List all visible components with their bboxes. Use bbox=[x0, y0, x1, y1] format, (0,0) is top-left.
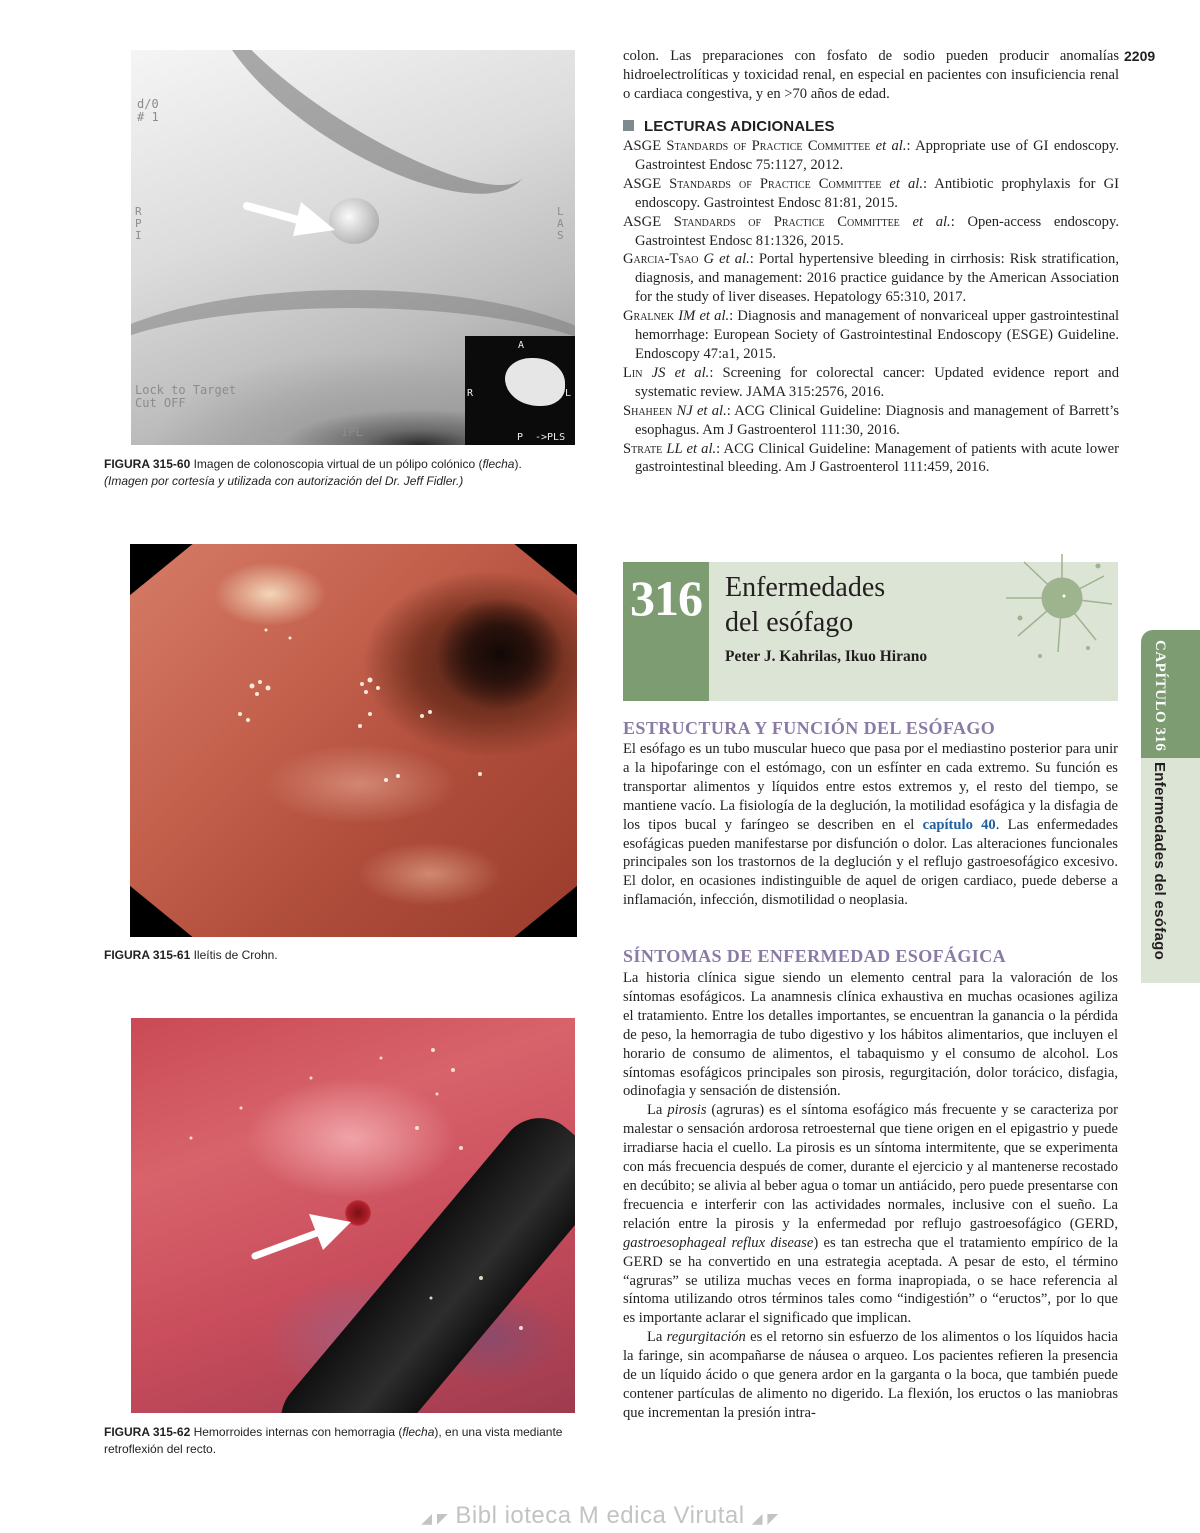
hemorrhoids-image bbox=[131, 1018, 575, 1413]
inset-label: R bbox=[467, 388, 474, 399]
reference-item bbox=[623, 137, 1119, 175]
section-body bbox=[623, 969, 1118, 1423]
reference-item bbox=[623, 364, 1119, 402]
watermark-text: Bibl ioteca M edica Virutal bbox=[455, 1502, 745, 1529]
caption-text: ), en una vista mediante retroflexión del recto. bbox=[104, 1425, 563, 1456]
reference-author: Garcia-Tsao bbox=[623, 251, 699, 268]
term-emphasis: gastroesophageal reflux disease bbox=[623, 1234, 814, 1251]
crohn-ileitis-image bbox=[130, 544, 577, 937]
ct-slice-shape bbox=[505, 358, 565, 406]
reference-etal: et al. bbox=[899, 213, 951, 230]
ct-inset bbox=[465, 336, 575, 445]
caption-text: ). bbox=[514, 457, 522, 471]
inset-label: A bbox=[518, 340, 525, 351]
mucosa-highlights bbox=[130, 544, 577, 937]
paragraph-text: . Las enfermedades esofágicas pueden manifestarse por disfunción o dolor. Las alteraciones funcionales principales son los trastornos de la deglución y el reflujo gastroesofágico excesivo. El dolor, en ocasiones indistinguible de aquel de origen cardiaco, puede deberse a inflamación, infección, dismotilidad o neoplasia. bbox=[623, 816, 1118, 909]
paragraph-text: ) es tan estrecha que el tratamiento empírico de la GERD se ha convertido en una estrategia aceptada. A pesar de esto, el término “agruras” se utiliza muchas veces en forma inapropiada, o se hace referencia al síntoma utilizando otros términos tales como “indigestión” o “eructos”, por lo que es importante aclarar el significado que implican. bbox=[623, 1234, 1119, 1327]
square-bullet-icon bbox=[623, 120, 634, 131]
caption-text: Hemorroides internas con hemorragia ( bbox=[193, 1425, 403, 1439]
reference-list bbox=[623, 137, 1119, 477]
reference-author: ASGE Standards of Practice Committee bbox=[623, 175, 882, 192]
reference-item bbox=[623, 250, 1119, 307]
ornament-icon: ◢ ◤ bbox=[421, 1510, 449, 1526]
reference-text: : Diagnosis and management of nonvariceal upper gastrointestinal hemorrhage: European Society of Gastrointestinal Endoscopy (ESGE) Guideline. Endoscopy 47:a1, 2015. bbox=[635, 308, 1120, 362]
chapter-link[interactable]: capítulo 40 bbox=[922, 816, 996, 833]
section-paragraph bbox=[623, 740, 1118, 910]
reference-author: ASGE Standards of Practice Committee bbox=[623, 138, 871, 154]
paragraph bbox=[623, 1101, 1118, 1328]
reference-etal: et al. bbox=[870, 138, 907, 154]
chapter-title-line: Enfermedades bbox=[725, 572, 886, 603]
figure-number: FIGURA 315-61 bbox=[104, 948, 191, 962]
caption-emphasis: flecha bbox=[482, 457, 515, 471]
intro-paragraph: colon. Las preparaciones con fosfato de sodio pueden producir anomalías hidroelectrolíticas y toxicidad renal, en especial en pacientes con insuficiencia renal o cardiaca congestiva, y en >70 años de edad. bbox=[623, 48, 1119, 102]
reference-text: : Appropriate use of GI endoscopy. Gastrointest Endosc 75:1127, 2012. bbox=[635, 138, 1119, 173]
term-emphasis: pirosis bbox=[667, 1102, 707, 1119]
readings-heading-label: LECTURAS ADICIONALES bbox=[644, 118, 835, 135]
inset-label: L bbox=[565, 388, 572, 399]
reference-author: Shaheen bbox=[623, 402, 673, 419]
readings-heading bbox=[623, 118, 835, 135]
chapter-tab-label: CAPÍTULO 316 bbox=[1152, 640, 1168, 752]
paragraph-text: La bbox=[647, 1102, 668, 1119]
term-emphasis: regurgitación bbox=[666, 1329, 746, 1346]
virtual-colonoscopy-image bbox=[131, 50, 575, 445]
reference-author: ASGE Standards of Practice Committee bbox=[623, 213, 900, 230]
overlay-label: LAS bbox=[557, 205, 564, 242]
section-heading: ESTRUCTURA Y FUNCIÓN DEL ESÓFAGO bbox=[623, 718, 996, 738]
page-number: 2209 bbox=[1124, 48, 1156, 64]
caption-text: Ileítis de Crohn. bbox=[193, 948, 278, 962]
overlay-label: d/0 # 1 bbox=[137, 97, 159, 124]
reference-item bbox=[623, 440, 1119, 478]
reference-item bbox=[623, 307, 1119, 364]
caption-text: Imagen de colonoscopia virtual de un pólipo colónico ( bbox=[193, 457, 483, 471]
reference-etal: et al. bbox=[881, 175, 923, 192]
reference-etal: IM et al. bbox=[674, 308, 730, 325]
splat-decoration-icon bbox=[1000, 548, 1120, 668]
paragraph-text: El esófago es un tubo muscular hueco que pasa por el mediastino posterior para unir a la hipofaringe con el estómago, con un esfínter en cada extremo. Su función es transportar alimentos y líquidos entre estos extremos y, el resto del tiempo, se mantiene vacío. La fisiología de la deglución, la motilidad esofágica y la disfagia de los tipos bucal y faríngeo se describen en el bbox=[623, 741, 1118, 833]
reference-item bbox=[623, 175, 1119, 213]
section-heading: SÍNTOMAS DE ENFERMEDAD ESOFÁGICA bbox=[623, 946, 1007, 966]
paragraph-text: (agruras) es el síntoma esofágico más frecuente y se caracteriza por malestar o sensación ardorosa retroesternal que tiene origen en el epigastrio y puede irradiarse hacia el cuello. La pirosis es un síntoma intermitente, que se experimenta con más frecuencia después de comer, durante el ejercicio y al mantenerse recostado en decúbito; se alivia al beber agua o tomar un antiácido, pero puede presentarse con frecuencia e interferir con las actividades normales, inclusive con el sueño. La relación entre la pirosis y la enfermedad por reflujo gastroesofágico (GERD, bbox=[623, 1102, 1118, 1232]
inset-label: ->PLS bbox=[535, 432, 566, 443]
chapter-number: 316 bbox=[630, 570, 702, 626]
ornament-icon: ◢ ◤ bbox=[751, 1510, 779, 1526]
chapter-title-line: del esófago bbox=[725, 607, 854, 638]
arrow-icon bbox=[243, 180, 343, 240]
figure-caption bbox=[104, 947, 584, 964]
figure-caption bbox=[104, 456, 584, 490]
chapter-authors: Peter J. Kahrilas, Ikuo Hirano bbox=[725, 648, 928, 665]
reference-item bbox=[623, 213, 1119, 251]
figure-number: FIGURA 315-62 bbox=[104, 1425, 191, 1439]
reference-etal: LL et al. bbox=[662, 440, 717, 457]
paragraph-text: La bbox=[647, 1329, 667, 1346]
figure-caption bbox=[104, 1424, 584, 1458]
paragraph: La historia clínica sigue siendo un elemento central para la valoración de los síntomas esofágicos. La anamnesis clínica exhaustiva en muchas ocasiones agiliza el tratamiento. Entre los detalles importantes, se encuentran la ganancia o la pérdida de peso, la hemorragia de tubo digestivo y los hábitos alimentarios, que incluyen el horario de consumo de alimentos, el tabaquismo y el consumo de alcohol. Los síntomas esofágicos principales son pirosis, regurgitación, dolor torácico, disfagia, odinofagia y sensación de distensión. bbox=[623, 970, 1118, 1100]
overlay-label: IPL bbox=[341, 425, 363, 439]
reference-author: Strate bbox=[623, 440, 663, 457]
caption-emphasis: flecha bbox=[402, 1425, 435, 1439]
reference-etal: JS et al. bbox=[642, 364, 710, 381]
paragraph-text: es el retorno sin esfuerzo de los alimentos o los líquidos hacia la faringe, sin acompañarse de náusea o arqueo. Los pacientes refieren la presencia de un líquido ácido o que genera ardor en la garganta o la boca, que también puede contener partículas de alimento no digerido. La flexión, los eructos o las maniobras que incrementan la presión intra- bbox=[623, 1329, 1118, 1421]
reference-text: : Screening for colorectal cancer: Updated evidence report and systematic review. JAMA 315:2576, 2016. bbox=[635, 364, 1119, 400]
chapter-tab-title: Enfermedades del esófago bbox=[1151, 762, 1168, 961]
watermark bbox=[0, 1502, 1200, 1530]
figure-credit: (Imagen por cortesía y utilizada con autorización del Dr. Jeff Fidler.) bbox=[104, 474, 464, 488]
inset-label: P bbox=[517, 432, 524, 443]
reference-text: : Portal hypertensive bleeding in cirrhosis: Risk stratification, diagnosis, and management: 2016 practice guidance by the American Association for the study of liver diseases. Hepatology 65:310, 2017. bbox=[635, 251, 1119, 306]
reference-etal: G et al. bbox=[698, 251, 750, 268]
reference-text: : Antibiotic prophylaxis for GI endoscopy. Gastrointest Endosc 81:81, 2015. bbox=[635, 175, 1119, 211]
reference-text: : Open-access endoscopy. Gastrointest Endosc 81:1326, 2015. bbox=[635, 213, 1119, 249]
reference-text: : ACG Clinical Guideline: Management of patients with acute lower gastrointestinal bleeding. Am J Gastroenterol 111:459, 2016. bbox=[635, 440, 1119, 476]
figure-number: FIGURA 315-60 bbox=[104, 457, 191, 471]
reference-author: Lin bbox=[623, 364, 643, 381]
reference-text: : ACG Clinical Guideline: Diagnosis and management of Barrett’s esophagus. Am J Gastroenterol 111:30, 2016. bbox=[635, 402, 1119, 438]
paragraph bbox=[623, 1328, 1118, 1423]
reference-author: Gralnek bbox=[623, 308, 675, 325]
mucosa-highlights bbox=[131, 1018, 575, 1413]
overlay-label: RPI bbox=[135, 205, 142, 242]
chapter-title bbox=[725, 570, 885, 640]
reference-item bbox=[623, 402, 1119, 440]
reference-etal: NJ et al. bbox=[672, 402, 727, 419]
overlay-label: Lock to Target Cut OFF bbox=[135, 383, 237, 410]
